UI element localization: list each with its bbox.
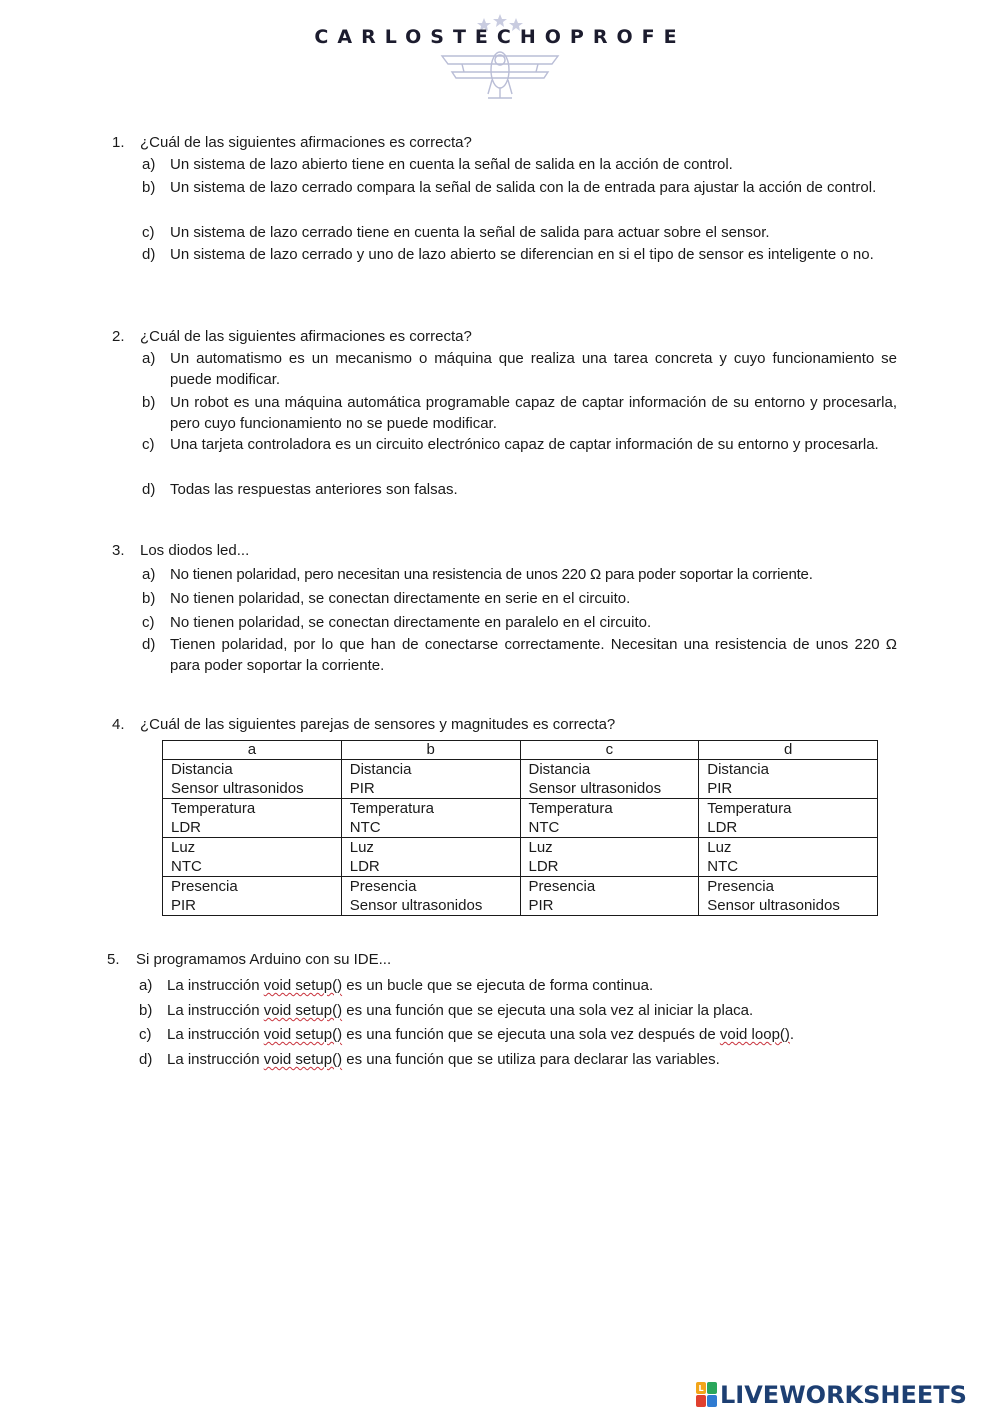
question-number: 3. bbox=[112, 542, 125, 559]
text-segment: es una función que se ejecuta una sola vez después de bbox=[342, 1026, 720, 1043]
option-letter: a) bbox=[142, 566, 156, 583]
sensor: NTC bbox=[707, 858, 739, 875]
option-letter: a) bbox=[139, 977, 153, 994]
magnitude: Presencia bbox=[349, 878, 417, 895]
table-cell[interactable] bbox=[163, 838, 342, 877]
sensor: Sensor ultrasonidos bbox=[171, 780, 304, 797]
table-cell[interactable] bbox=[520, 760, 699, 799]
code-snippet: void setup() bbox=[263, 1026, 343, 1043]
sensor: Sensor ultrasonidos bbox=[528, 780, 662, 797]
table-cell[interactable] bbox=[341, 760, 520, 799]
table-cell[interactable] bbox=[341, 838, 520, 877]
option-letter: c) bbox=[142, 614, 155, 631]
text-segment: La instrucción bbox=[167, 977, 264, 994]
table-cell[interactable] bbox=[341, 799, 520, 838]
sensor: NTC bbox=[349, 819, 381, 836]
option-letter: b) bbox=[142, 179, 156, 196]
sensor: LDR bbox=[707, 819, 738, 836]
option-text[interactable]: Todas las respuestas anteriores son falsas. bbox=[170, 481, 458, 498]
magnitude: Temperatura bbox=[349, 800, 434, 817]
magnitude: Luz bbox=[707, 839, 732, 856]
code-snippet: void setup() bbox=[263, 977, 343, 994]
option-letter: d) bbox=[142, 246, 156, 263]
column-header: d bbox=[699, 741, 878, 760]
brand-title: CARLOSTECHOPROFE bbox=[314, 26, 686, 48]
option-text[interactable] bbox=[167, 1024, 794, 1045]
option-text[interactable]: Un sistema de lazo cerrado compara la señal de salida con la de entrada para ajustar la acción de control. bbox=[170, 179, 877, 196]
option-text[interactable]: Un sistema de lazo cerrado tiene en cuenta la señal de salida para actuar sobre el sensor. bbox=[170, 224, 770, 241]
magnitude: Distancia bbox=[707, 761, 769, 778]
sensor: PIR bbox=[171, 897, 197, 914]
question-number: 4. bbox=[112, 716, 125, 733]
table-cell[interactable] bbox=[163, 760, 342, 799]
magnitude: Luz bbox=[528, 839, 553, 856]
option-text[interactable]: No tienen polaridad, se conectan directamente en serie en el circuito. bbox=[170, 590, 631, 607]
option-letter: c) bbox=[139, 1026, 152, 1043]
table-cell[interactable] bbox=[520, 838, 699, 877]
sensor: NTC bbox=[528, 819, 560, 836]
magnitude: Presencia bbox=[171, 878, 238, 895]
column-header: c bbox=[520, 741, 699, 760]
option-text[interactable]: No tienen polaridad, se conectan directamente en paralelo en el circuito. bbox=[170, 614, 652, 631]
table-header-row bbox=[163, 741, 878, 760]
magnitude: Presencia bbox=[528, 878, 596, 895]
magnitude: Luz bbox=[171, 839, 196, 856]
option-letter: d) bbox=[142, 636, 156, 653]
table-cell[interactable] bbox=[163, 799, 342, 838]
table-cell[interactable] bbox=[341, 877, 520, 916]
option-letter: c) bbox=[142, 436, 155, 453]
sensor: LDR bbox=[349, 858, 380, 875]
table-cell[interactable] bbox=[699, 760, 878, 799]
question-text: Si programamos Arduino con su IDE... bbox=[136, 951, 392, 968]
badge-letter: L bbox=[698, 1384, 704, 1393]
text-segment: . bbox=[789, 1026, 795, 1043]
table-row bbox=[163, 838, 878, 877]
code-snippet: void setup() bbox=[263, 1002, 343, 1019]
magnitude: Distancia bbox=[528, 761, 591, 778]
text-segment: es un bucle que se ejecuta de forma continua. bbox=[342, 977, 654, 994]
sensor: PIR bbox=[528, 897, 554, 914]
question-text: Los diodos led... bbox=[140, 542, 250, 559]
option-text[interactable] bbox=[167, 1049, 720, 1070]
option-text[interactable]: No tienen polaridad, pero necesitan una resistencia de unos 220 Ω para poder soportar la corriente. bbox=[170, 566, 813, 583]
table-cell[interactable] bbox=[699, 877, 878, 916]
magnitude: Presencia bbox=[707, 878, 774, 895]
column-header: b bbox=[341, 741, 520, 760]
sensor: LDR bbox=[171, 819, 202, 836]
question-text: ¿Cuál de las siguientes afirmaciones es correcta? bbox=[140, 328, 472, 345]
option-letter: b) bbox=[142, 590, 156, 607]
text-segment: La instrucción bbox=[167, 1026, 264, 1043]
question-number: 5. bbox=[107, 951, 120, 968]
magnitude: Temperatura bbox=[171, 800, 256, 817]
table-row bbox=[163, 799, 878, 838]
option-text[interactable]: Tienen polaridad, por lo que han de conectarse correctamente. Necesitan una resistencia de unos 220 Ω para poder soportar la corriente. bbox=[170, 636, 897, 674]
column-header: a bbox=[163, 741, 342, 760]
logo-text: LIVEWORKSHEETS bbox=[720, 1381, 967, 1409]
table-cell[interactable] bbox=[699, 799, 878, 838]
table-cell[interactable] bbox=[163, 877, 342, 916]
option-text[interactable]: Un sistema de lazo abierto tiene en cuenta la señal de salida en la acción de control. bbox=[170, 156, 733, 173]
option-letter: d) bbox=[139, 1051, 153, 1068]
option-text[interactable]: Un robot es una máquina automática programable capaz de captar información de su entorno y procesarla, pero cuyo funcionamiento no se puede modificar. bbox=[170, 394, 897, 432]
option-text[interactable] bbox=[167, 1000, 753, 1021]
magnitude: Distancia bbox=[171, 761, 233, 778]
option-letter: d) bbox=[142, 481, 156, 498]
text-segment: La instrucción bbox=[167, 1002, 264, 1019]
sensor: LDR bbox=[528, 858, 559, 875]
magnitude: Distancia bbox=[349, 761, 412, 778]
table-row bbox=[163, 877, 878, 916]
option-text[interactable]: Una tarjeta controladora es un circuito electrónico capaz de captar información de su entorno y procesarla. bbox=[170, 436, 879, 453]
magnitude: Temperatura bbox=[707, 800, 792, 817]
text-segment: La instrucción bbox=[167, 1051, 264, 1068]
sensor: NTC bbox=[171, 858, 202, 875]
option-text[interactable]: Un sistema de lazo cerrado y uno de lazo abierto se diferencian en si el tipo de sensor es inteligente o no. bbox=[170, 246, 874, 263]
liveworksheets-logo[interactable] bbox=[696, 1380, 996, 1410]
live-badge-icon bbox=[696, 1382, 718, 1408]
table-cell[interactable] bbox=[520, 877, 699, 916]
text-segment: es una función que se utiliza para declarar las variables. bbox=[342, 1051, 720, 1068]
table-cell[interactable] bbox=[520, 799, 699, 838]
sensor: Sensor ultrasonidos bbox=[349, 897, 483, 914]
code-snippet: void loop() bbox=[719, 1026, 790, 1043]
sensor: Sensor ultrasonidos bbox=[707, 897, 840, 914]
table-cell[interactable] bbox=[699, 838, 878, 877]
question-number: 2. bbox=[112, 328, 125, 345]
sensor: PIR bbox=[707, 780, 733, 797]
question-text: ¿Cuál de las siguientes parejas de sensores y magnitudes es correcta? bbox=[140, 716, 616, 733]
table-row bbox=[163, 760, 878, 799]
magnitude: Luz bbox=[349, 839, 374, 856]
option-letter: c) bbox=[142, 224, 155, 241]
sensor-magnitude-table bbox=[162, 740, 878, 916]
magnitude: Temperatura bbox=[528, 800, 613, 817]
option-letter: b) bbox=[139, 1002, 153, 1019]
option-letter: a) bbox=[142, 350, 156, 367]
option-text[interactable] bbox=[167, 975, 653, 996]
option-text[interactable]: Un automatismo es un mecanismo o máquina que realiza una tarea concreta y cuyo funcionamiento se puede modificar. bbox=[170, 350, 897, 388]
option-letter: a) bbox=[142, 156, 156, 173]
text-segment: es una función que se ejecuta una sola vez al iniciar la placa. bbox=[342, 1002, 754, 1019]
option-letter: b) bbox=[142, 394, 156, 411]
question-number: 1. bbox=[112, 134, 125, 151]
sensor: PIR bbox=[349, 780, 375, 797]
question-text: ¿Cuál de las siguientes afirmaciones es correcta? bbox=[140, 134, 472, 151]
code-snippet: void setup() bbox=[263, 1051, 343, 1068]
